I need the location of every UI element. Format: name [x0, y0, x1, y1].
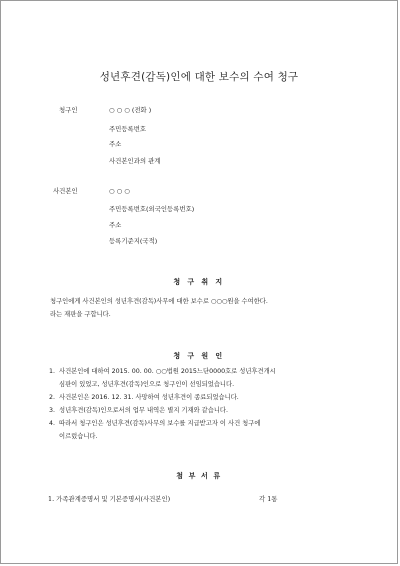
reason-line: 사건본인은 2016. 12. 31. 사망하여 성년후견이 종료되었습니다. — [59, 394, 239, 401]
reasons-list — [49, 365, 276, 443]
reason-line: 성년후견(감독)인으로서의 업무 내역은 별지 기재와 같습니다. — [59, 407, 228, 414]
reason-item — [49, 365, 276, 391]
purpose-line: 청구인에게 사건본인의 성년후견(감독)사무에 대한 보수로 ○○○원을 수여한다. — [50, 298, 268, 305]
attachment-count: 각 1통 — [259, 495, 278, 503]
reason-item — [49, 391, 276, 404]
reason-number: 4. — [49, 420, 56, 427]
document-title: 성년후견(감독)인에 대한 보수의 수여 청구 — [99, 71, 299, 83]
reason-line: 이르렀습니다. — [59, 433, 98, 440]
subject-field: 주민등록번호(외국인등록번호) — [109, 205, 195, 213]
reason-item — [49, 417, 276, 443]
subject-label: 사건본인 — [53, 187, 78, 195]
purpose-line: 라는 재판을 구합니다. — [50, 311, 111, 318]
subject-name-line: ○ ○ ○ — [109, 187, 130, 195]
purpose-text — [50, 295, 268, 321]
petitioner-label: 청구인 — [59, 106, 78, 114]
subject-field: 등록기준지(국적) — [109, 237, 158, 245]
attachment-text: 가족관계증명서 및 기본증명서(사건본인) — [56, 495, 171, 503]
subject-field: 주소 — [109, 221, 122, 229]
purpose-heading: 청 구 취 지 — [173, 278, 225, 286]
reasons-heading: 청 구 원 인 — [173, 352, 225, 360]
petitioner-name-line: ○ ○ ○ (전화 ) — [109, 106, 152, 114]
reason-number: 1. — [49, 368, 56, 375]
reason-number: 3. — [49, 407, 56, 414]
attachments-heading: 첨 부 서 류 — [176, 472, 222, 480]
reason-number: 2. — [49, 394, 56, 401]
attachment-number: 1. — [48, 495, 55, 503]
reason-item — [49, 404, 276, 417]
petitioner-field: 사건본인과의 관계 — [109, 157, 161, 165]
reason-line: 따라서 청구인은 성년후견(감독)사무의 보수를 지급받고자 이 사건 청구에 — [59, 420, 261, 427]
reason-line: 사건본인에 대하여 2015. 00. 00. ○○법원 2015느단0000호로 성년후견개시 — [59, 368, 276, 375]
petitioner-field: 주소 — [109, 140, 122, 148]
petitioner-field: 주민등록번호 — [109, 125, 147, 133]
reason-line: 심판이 있었고, 성년후견(감독)인으로 청구인이 선임되었습니다. — [59, 381, 235, 388]
attachment-item — [48, 494, 170, 503]
